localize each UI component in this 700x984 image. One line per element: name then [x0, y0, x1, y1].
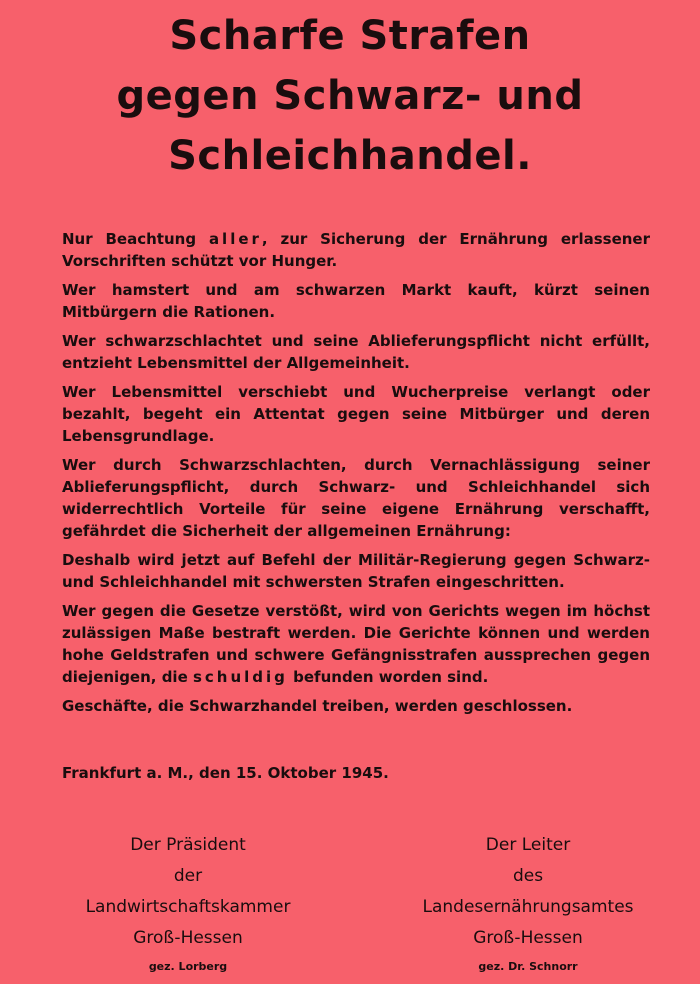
signature-right-line-1: Der Leiter [485, 835, 571, 855]
signature-left-line-1: Der Präsident [130, 835, 246, 855]
paragraph-7-end: befunden worden sind. [287, 668, 489, 686]
signature-right-line-4: Groß-Hessen [473, 928, 583, 948]
signature-right-line-2: des [512, 866, 544, 886]
title-line-1: Scharfe Strafen [169, 13, 531, 59]
title-line-3: Schleichhandel. [168, 133, 532, 179]
paragraph-6: Deshalb wird jetzt auf Befehl der Militär-Regierung gegen Schwarz- und Schleichhandel mit schwersten Strafen eingeschritten. [62, 551, 650, 591]
poster-body [62, 228, 650, 724]
paragraph-7-start: Wer gegen die Gesetze verstößt, wird von Gerichts wegen im höchst zulässigen Maße bestraft werden. Die Gerichte können und werden hohe Geldstrafen und schwere Gefängnisstrafen aussprechen gegen diejenigen, die [62, 602, 650, 686]
signature-block-left [38, 830, 338, 980]
signature-block-right [378, 830, 678, 980]
dateline: Frankfurt a. M., den 15. Oktober 1945. [62, 764, 389, 782]
paragraph-1 [62, 228, 650, 272]
paragraph-7 [62, 600, 650, 688]
paragraph-5: Wer durch Schwarzschlachten, durch Vernachlässigung seiner Ablieferungspflicht, durch Schwarz- und Schleichhandel sich widerrechtlich Vorteile für seine eigene Ernährung verschafft, gefährdet die Sicherheit der allgemeinen Ernährung: [62, 456, 650, 540]
paragraph-1-start: Nur Beachtung [62, 230, 209, 248]
paragraph-4: Wer Lebensmittel verschiebt und Wucherpreise verlangt oder bezahlt, begeht ein Attentat gegen seine Mitbürger und deren Lebensgrundlage. [62, 383, 650, 445]
paragraph-8: Geschäfte, die Schwarzhandel treiben, werden geschlossen. [62, 697, 573, 715]
paragraph-7-emphasis: schuldig [192, 668, 288, 686]
signature-left-name: gez. Lorberg [148, 960, 228, 973]
paragraph-1-end: , zur Sicherung der Ernährung erlassener Vorschriften schützt vor Hunger. [62, 230, 650, 270]
signature-left-line-3: Landwirtschaftskammer [85, 897, 291, 917]
paragraph-2: Wer hamstert und am schwarzen Markt kauft, kürzt seinen Mitbürgern die Rationen. [62, 281, 650, 321]
signature-left-line-2: der [173, 866, 203, 886]
poster-title [40, 6, 660, 186]
title-line-2: gegen Schwarz- und [116, 73, 584, 119]
paragraph-1-emphasis: aller [208, 230, 262, 248]
paragraph-3: Wer schwarzschlachtet und seine Ablieferungspflicht nicht erfüllt, entzieht Lebensmittel der Allgemeinheit. [62, 332, 650, 372]
signature-right-line-3: Landesernährungsamtes [422, 897, 634, 917]
signature-left-line-4: Groß-Hessen [133, 928, 243, 948]
signature-right-name: gez. Dr. Schnorr [478, 960, 578, 973]
